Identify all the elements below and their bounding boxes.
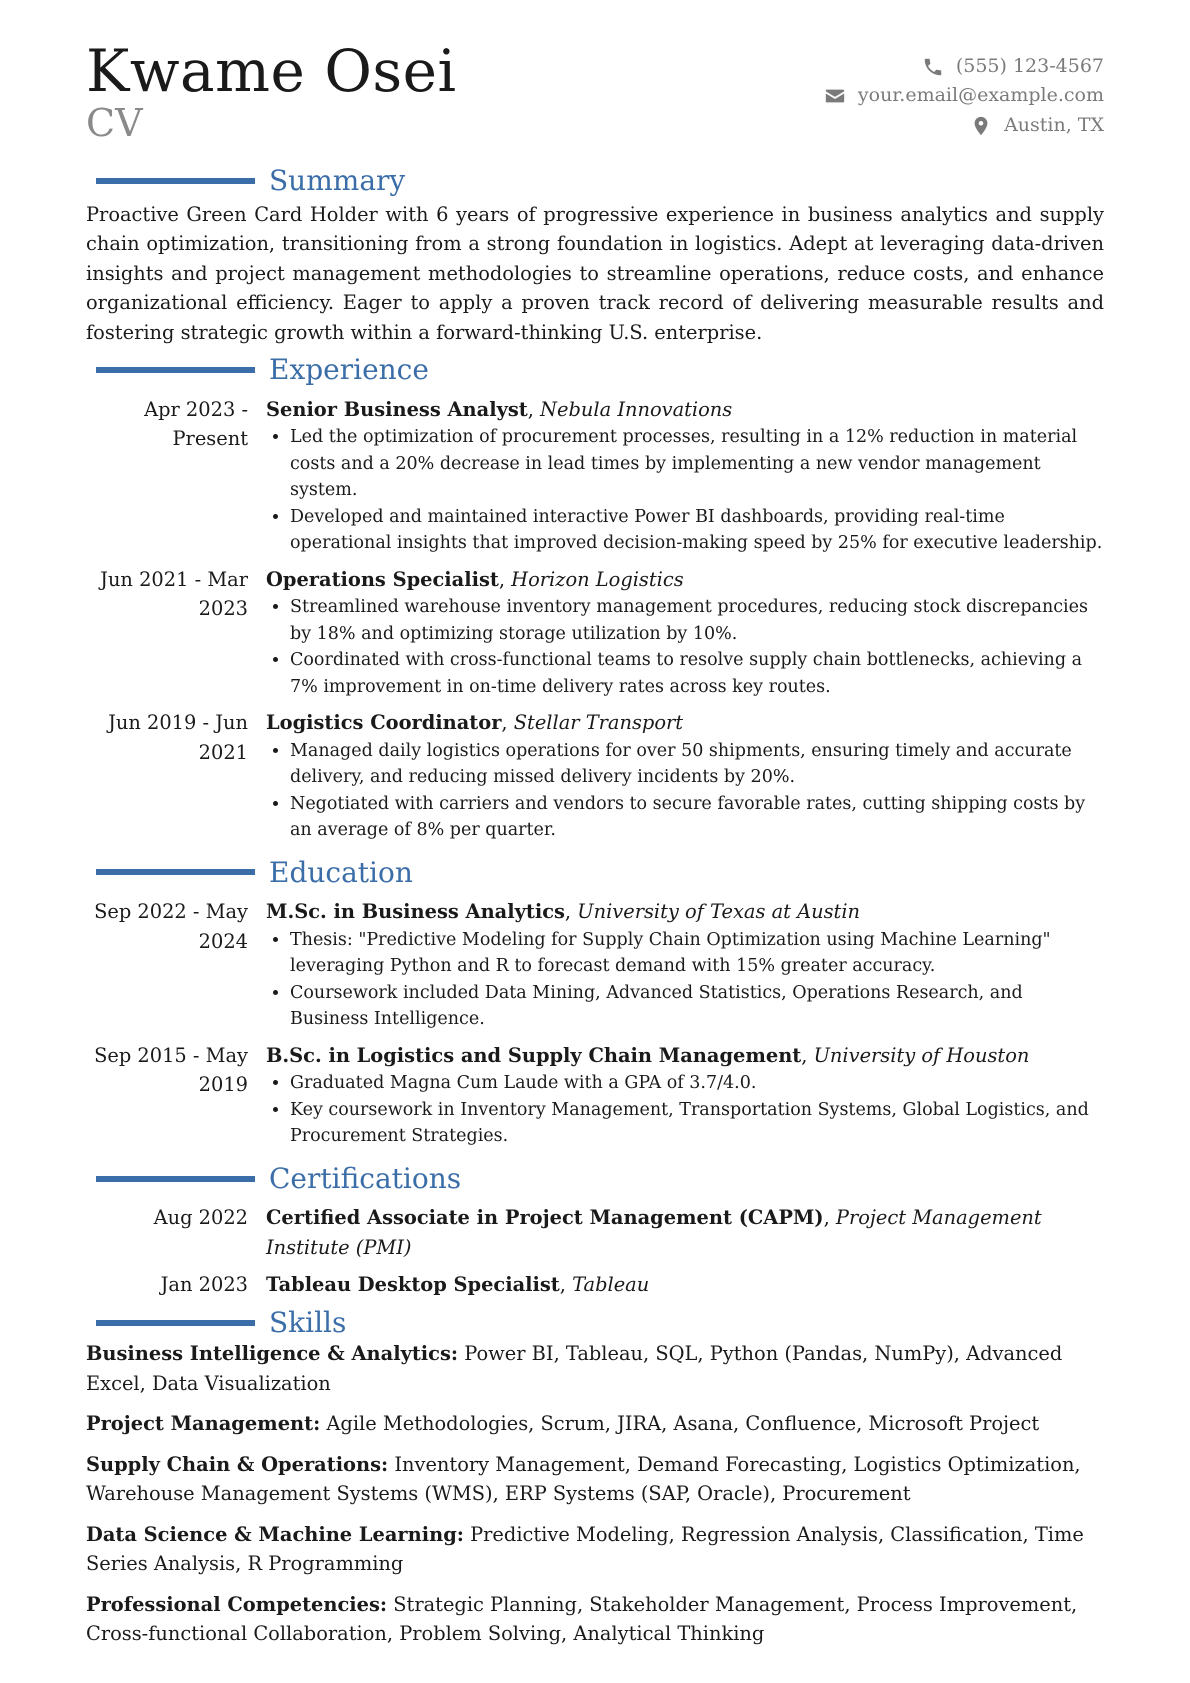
phone-number: (555) 123-4567 [955,55,1104,77]
entry-bullets [266,594,1104,700]
bullet-item: • Thesis: "Predictive Modeling for Supply Chain Optimization using Machine Learning" leveraging Python and R to forecast demand with 15% greater accuracy. [290,927,1104,980]
experience-list [86,395,1104,844]
certifications-section-heading [86,1162,1104,1196]
entry-title: Certified Associate in Project Management (CAPM), Project Management Institute (PMI) [266,1206,1042,1259]
email-address[interactable]: your.email@example.com [857,84,1104,107]
entry-organization: Project Management Institute (PMI) [266,1206,1042,1259]
entry-date: Aug 2022 [153,1206,248,1230]
contact-phone [824,52,1104,81]
skill-values: Predictive Modeling, Regression Analysis, Classification, Time Series Analysis, R Programming [86,1522,1084,1576]
entry-body [266,1203,1104,1262]
candidate-name: Kwame Osei [86,37,457,105]
bullet-item: • Negotiated with carriers and vendors to secure favorable rates, cutting shipping costs by an average of 8% per quarter. [290,791,1104,844]
entry-organization: University of Houston [813,1043,1030,1067]
entry-role: Senior Business Analyst [266,397,528,421]
entry-body [266,897,1104,1033]
entry-bullets [266,424,1104,557]
document-type: CV [86,100,143,145]
phone-icon [922,56,944,78]
experience-section-heading [86,353,1104,387]
entry-bullets [266,738,1104,844]
education-section-heading [86,856,1104,890]
resume-page [86,37,1104,1660]
contact-email [824,81,1104,110]
location-text: Austin, TX [1004,113,1104,136]
section-bar [96,1176,255,1182]
skill-line [86,1409,1104,1439]
skill-category: Data Science & Machine Learning: [86,1522,464,1546]
resume-header [86,37,1104,160]
section-bar [96,1320,255,1326]
entry-role: Logistics Coordinator [266,711,502,735]
certifications-entry [86,1270,1104,1300]
entry-date: Jun 2019 - Jun 2021 [108,711,248,764]
experience-entry [86,395,1104,557]
education-entry [86,1041,1104,1150]
section-title: Education [269,855,413,889]
entry-organization: Stellar Transport [513,711,684,735]
skill-line [86,1590,1104,1649]
skill-line [86,1339,1104,1398]
bullet-item: • Managed daily logistics operations for over 50 shipments, ensuring timely and accurate delivery, and reducing missed delivery incidents by 20%. [290,738,1104,791]
certifications-list [86,1203,1104,1300]
entry-body [266,395,1104,557]
entry-organization: Horizon Logistics [511,567,684,591]
bullet-item: • Key coursework in Inventory Management, Transportation Systems, Global Logistics, and Procurement Strategies. [290,1097,1104,1150]
envelope-icon [824,85,846,107]
bullet-item: • Developed and maintained interactive Power BI dashboards, providing real-time operational insights that improved decision-making speed by 25% for executive leadership. [290,504,1104,557]
section-bar [96,178,255,184]
section-title: Experience [269,353,429,387]
entry-organization: Nebula Innovations [540,397,733,421]
skill-category: Project Management: [86,1412,321,1436]
entry-date: Jan 2023 [160,1273,248,1297]
entry-body [266,708,1104,844]
contact-location [824,111,1104,140]
section-bar [96,869,255,875]
entry-title: Senior Business Analyst, Nebula Innovations [266,397,733,421]
skill-line [86,1450,1104,1509]
experience-entry [86,565,1104,701]
contact-info [824,52,1104,140]
entry-body [266,565,1104,701]
entry-title: B.Sc. in Logistics and Supply Chain Management, University of Houston [266,1043,1030,1067]
skill-line [86,1520,1104,1579]
entry-date: Sep 2022 - May 2024 [94,900,248,953]
entry-role: Tableau Desktop Specialist [266,1273,560,1297]
entry-body [266,1041,1104,1150]
skill-category: Professional Competencies: [86,1592,388,1616]
entry-body [266,1270,1104,1300]
entry-role: B.Sc. in Logistics and Supply Chain Management [266,1043,802,1067]
entry-role: Certified Associate in Project Management (CAPM) [266,1206,824,1230]
section-bar [96,367,255,373]
entry-organization: University of Texas at Austin [577,900,861,924]
entry-title: Tableau Desktop Specialist, Tableau [266,1273,650,1297]
skill-values: Agile Methodologies, Scrum, JIRA, Asana, Confluence, Microsoft Project [326,1412,1040,1436]
entry-date: Jun 2021 - Mar 2023 [100,567,248,621]
summary-text: Proactive Green Card Holder with 6 years of progressive experience in business analytics and supply chain optimization, transitioning from a strong foundation in logistics. Adept at leveraging data-driven insights and project management methodologies to streamline operations, reduce costs, and enhance organizational efficiency. Eager to apply a proven track record of delivering measurable results and fostering strategic growth within a forward-thinking U.S. enterprise. [86,202,1104,344]
bullet-item: • Led the optimization of procurement processes, resulting in a 12% reduction in material costs and a 20% decrease in lead times by implementing a new vendor management system. [290,424,1104,504]
bullet-item: • Streamlined warehouse inventory management procedures, reducing stock discrepancies by 18% and optimizing storage utilization by 10%. [290,594,1104,647]
bullet-item: • Graduated Magna Cum Laude with a GPA of 3.7/4.0. [290,1070,1104,1097]
skills-list [86,1339,1104,1649]
entry-title: Logistics Coordinator, Stellar Transport [266,711,684,735]
entry-date: Apr 2023 - Present [144,397,248,451]
summary-section-heading [86,164,1104,198]
skill-values: Power BI, Tableau, SQL, Python (Pandas, NumPy), Advanced Excel, Data Visualization [86,1342,1063,1395]
entry-organization: Tableau [572,1273,650,1297]
skill-category: Supply Chain & Operations: [86,1452,389,1476]
entry-title: Operations Specialist, Horizon Logistics [266,567,684,591]
section-title: Skills [269,1305,347,1339]
entry-date: Sep 2015 - May 2019 [94,1043,248,1097]
entry-title: M.Sc. in Business Analytics, University of Texas at Austin [266,900,861,924]
section-title: Summary [269,164,406,197]
bullet-item: • Coursework included Data Mining, Advanced Statistics, Operations Research, and Business Intelligence. [290,980,1104,1033]
skill-category: Business Intelligence & Analytics: [86,1342,459,1366]
skill-values: Strategic Planning, Stakeholder Management, Process Improvement, Cross-functional Collaboration, Problem Solving, Analytical Thinking [86,1592,1078,1646]
entry-bullets [266,927,1104,1033]
bullet-item: • Coordinated with cross-functional teams to resolve supply chain bottlenecks, achieving a 7% improvement in on-time delivery rates across key routes. [290,647,1104,700]
section-title: Certifications [269,1161,462,1195]
map-marker-icon [970,115,992,137]
education-entry [86,897,1104,1033]
entry-bullets [266,1070,1104,1150]
education-list [86,897,1104,1150]
entry-role: M.Sc. in Business Analytics [266,900,565,924]
certifications-entry [86,1203,1104,1262]
skill-values: Inventory Management, Demand Forecasting, Logistics Optimization, Warehouse Management Systems (WMS), ERP Systems (SAP, Oracle), Procurement [86,1452,1081,1506]
entry-role: Operations Specialist [266,567,499,591]
experience-entry [86,708,1104,844]
skills-section-heading [86,1306,1104,1340]
